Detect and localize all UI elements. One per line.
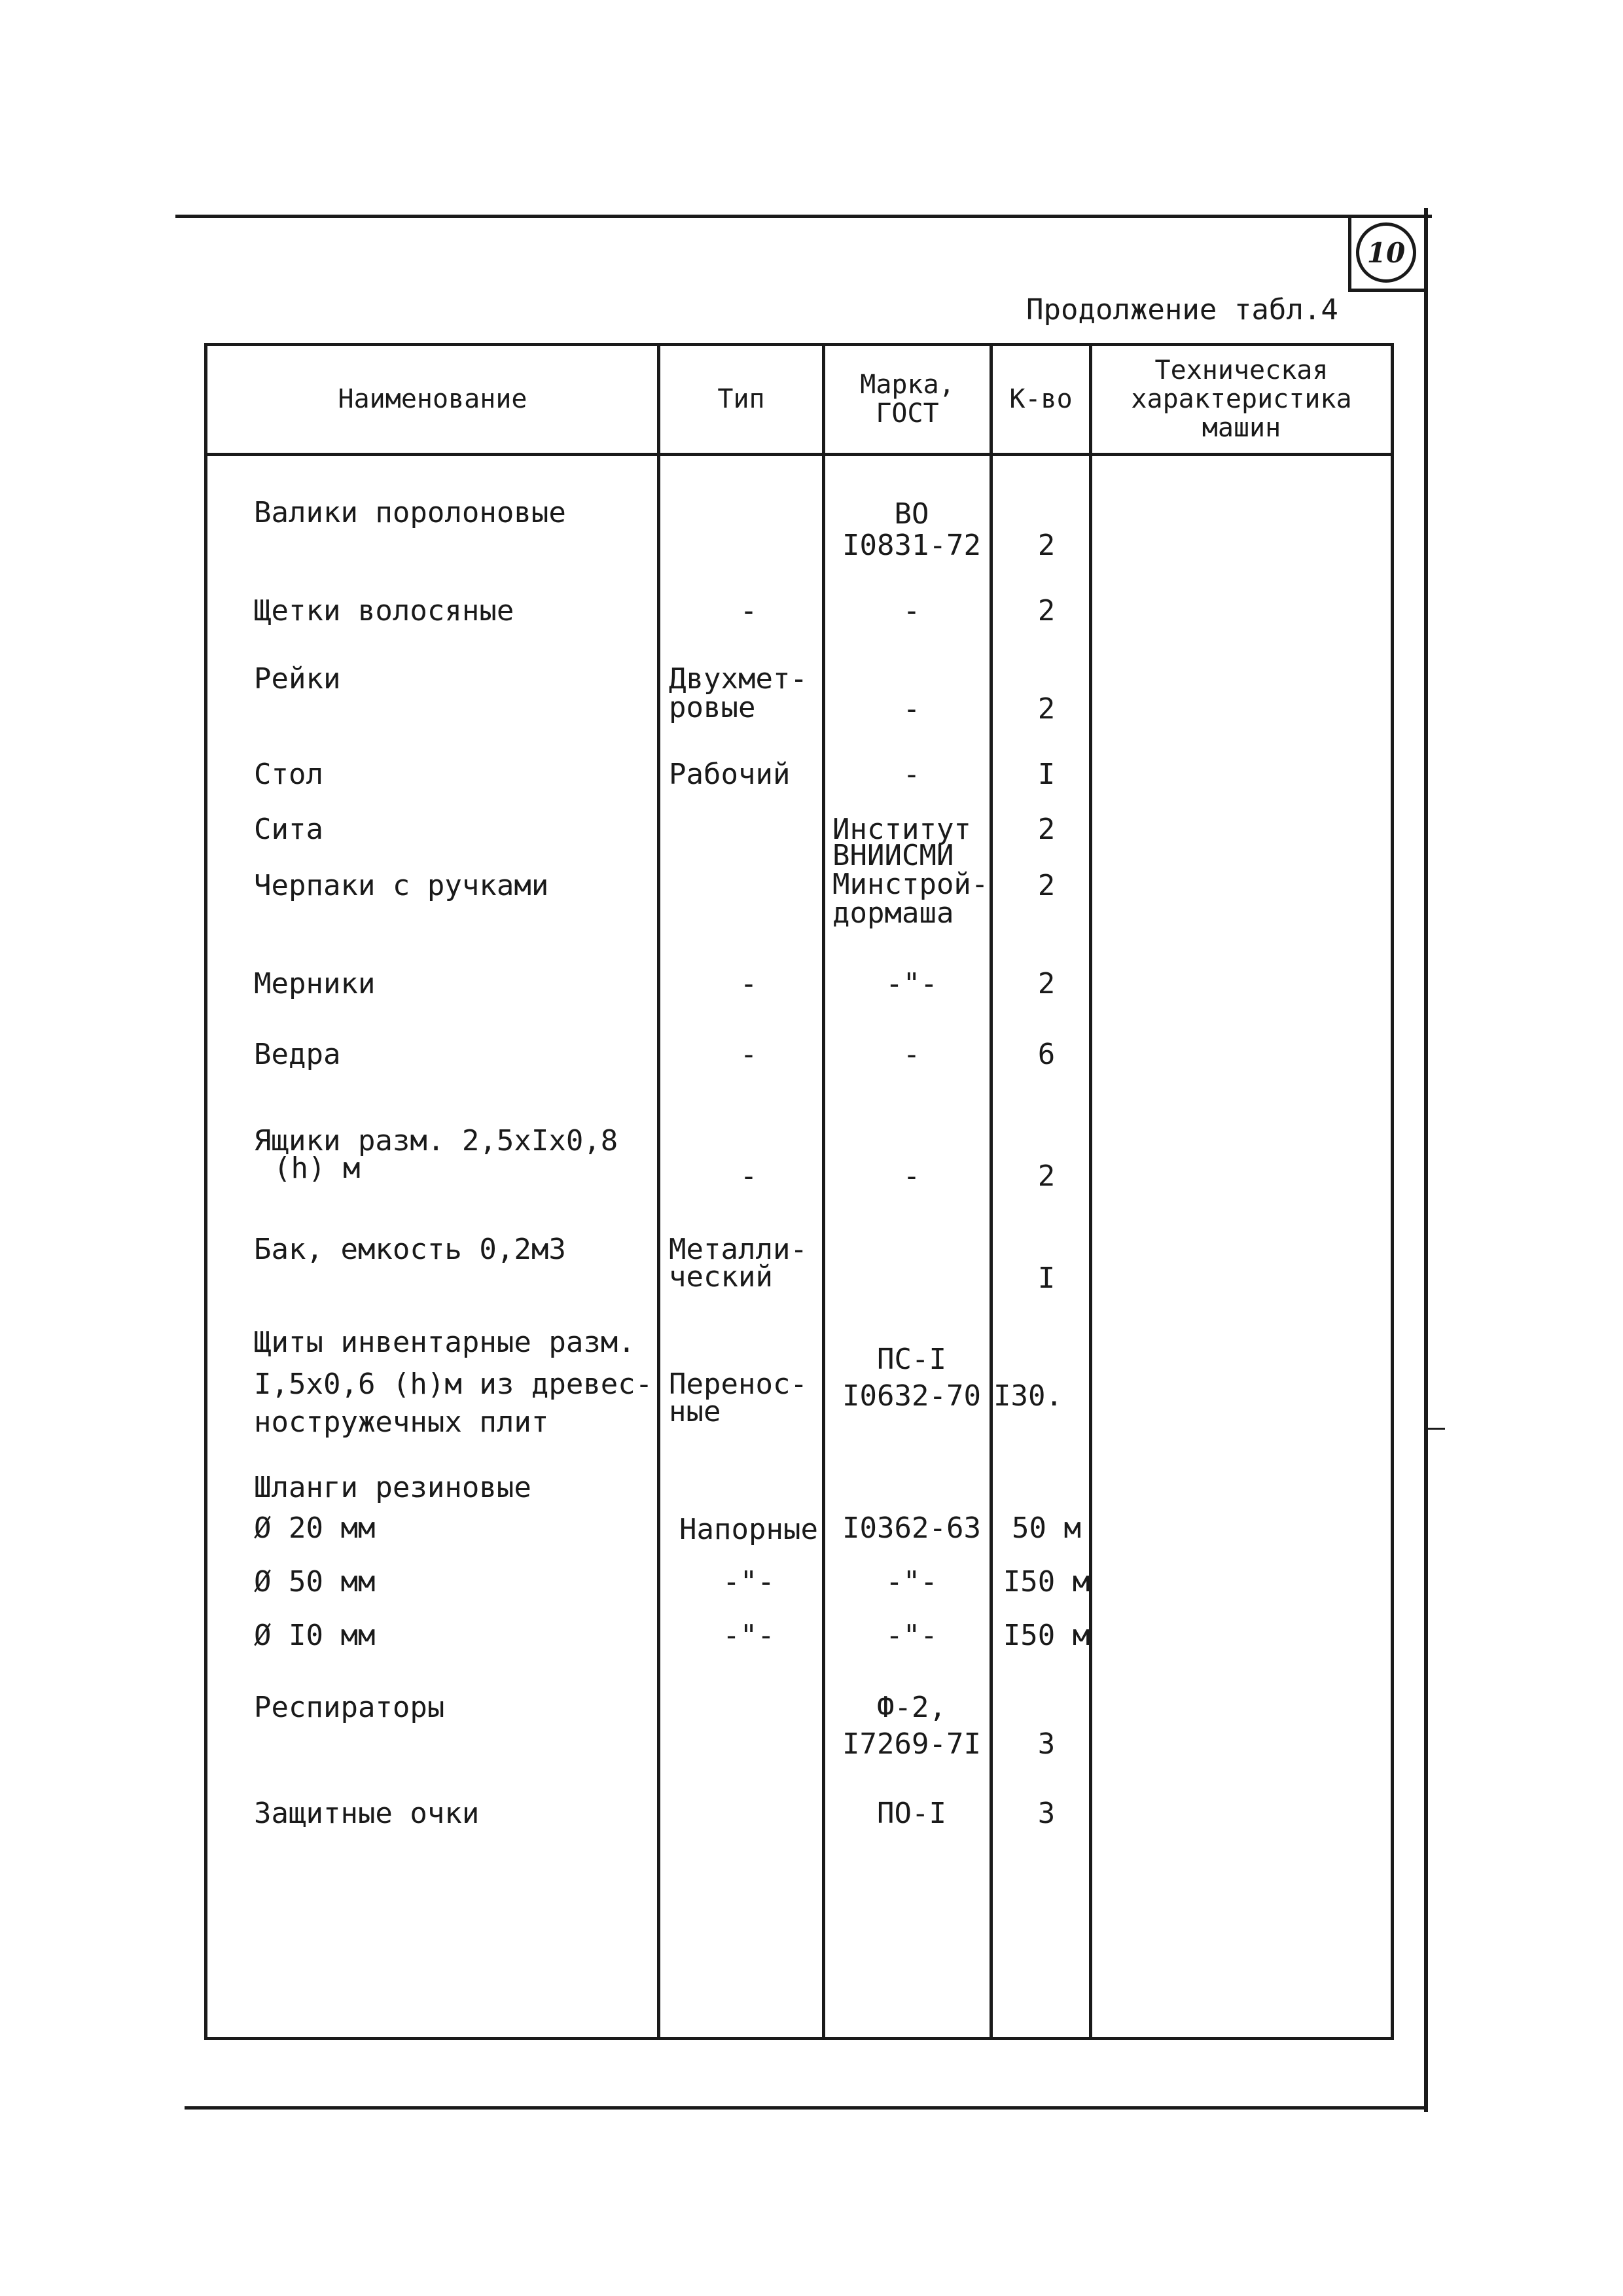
row-name: Ø 20 мм	[254, 1511, 376, 1545]
row-qty: 2	[1037, 594, 1056, 627]
row-name: (h) м	[274, 1152, 361, 1185]
row-name: Черпаки с ручками	[254, 869, 549, 902]
row-mark: ПО-I	[877, 1797, 946, 1830]
header-separator	[204, 453, 1394, 456]
row-name: Щиты инвентарные разм.	[254, 1326, 635, 1359]
row-qty: 3	[1037, 1727, 1056, 1761]
header-name-text: Наименование	[338, 384, 527, 414]
row-qty: I	[1037, 758, 1056, 791]
row-qty: 2	[1037, 529, 1056, 562]
row-name: Валики поролоновые	[254, 496, 566, 529]
row-mark: -	[902, 1038, 921, 1071]
row-mark: -	[902, 692, 921, 726]
header-name	[208, 347, 657, 451]
row-mark: ВО	[894, 497, 929, 531]
row-type: Металли-	[669, 1233, 808, 1266]
row-qty: 2	[1037, 692, 1056, 726]
row-type: Напорные	[679, 1513, 818, 1546]
right-frame-line	[1424, 208, 1428, 2112]
column-divider-type	[657, 343, 660, 2040]
row-mark: ПС-I	[877, 1343, 946, 1376]
row-mark: Институт	[832, 813, 971, 846]
row-type: Двухмет-	[669, 662, 808, 696]
row-type: ные	[669, 1395, 721, 1428]
row-qty: 2	[1037, 967, 1056, 1000]
row-type: -"-	[722, 1565, 775, 1598]
header-qty-text: К-во	[1009, 384, 1073, 414]
row-name: Рейки	[254, 662, 341, 696]
row-name: Защитные очки	[254, 1797, 480, 1830]
table-caption: Продолжение табл.4	[1026, 293, 1338, 327]
row-mark: -	[902, 594, 921, 627]
row-mark: дормаша	[832, 896, 954, 930]
header-qty	[993, 347, 1089, 451]
row-qty: I30.	[993, 1379, 1063, 1413]
row-name: Респираторы	[254, 1691, 445, 1724]
page-number: 10	[1356, 222, 1416, 283]
row-qty: 6	[1037, 1038, 1056, 1071]
row-name: Щетки волосяные	[254, 594, 514, 627]
row-name: Ø I0 мм	[254, 1619, 376, 1652]
row-type: ческий	[669, 1260, 773, 1294]
row-mark: -"-	[885, 967, 938, 1000]
row-mark: I0362-63	[842, 1511, 981, 1545]
row-name: Шланги резиновые	[254, 1471, 531, 1504]
row-name: Сита	[254, 813, 323, 846]
row-qty: 2	[1037, 813, 1056, 846]
margin-tick	[1428, 1428, 1445, 1430]
row-mark: ВНИИСМИ	[832, 839, 954, 872]
header-spec	[1092, 347, 1391, 451]
row-mark: -"-	[885, 1565, 938, 1598]
row-mark: -"-	[885, 1619, 938, 1652]
row-qty: 2	[1037, 869, 1056, 902]
header-spec-line2: характеристика	[1131, 384, 1352, 414]
row-name: Ø 50 мм	[254, 1565, 376, 1598]
row-name: Стол	[254, 758, 323, 791]
row-name: I,5х0,6 (h)м из древес-	[254, 1368, 653, 1401]
row-name: Мерники	[254, 967, 376, 1000]
row-type: -	[740, 594, 758, 627]
header-type-text: Тип	[717, 384, 765, 414]
row-mark: I0632-70	[842, 1379, 981, 1413]
header-mark	[825, 347, 990, 451]
row-qty: I50 м	[1003, 1565, 1090, 1598]
row-qty: 50 м	[1012, 1511, 1081, 1545]
row-name: ностружечных плит	[254, 1405, 549, 1439]
row-qty: I50 м	[1003, 1619, 1090, 1652]
row-mark: I0831-72	[842, 529, 981, 562]
header-type	[660, 347, 822, 451]
row-type: Перенос-	[669, 1368, 808, 1401]
row-mark: Ф-2,	[877, 1691, 946, 1724]
row-name: Ящики разм. 2,5хIх0,8	[254, 1124, 618, 1157]
row-type: -	[740, 1038, 758, 1071]
row-type: -	[740, 967, 758, 1000]
row-type: ровые	[669, 691, 756, 724]
header-mark-line2: ГОСТ	[876, 398, 939, 429]
row-type: Рабочий	[669, 758, 791, 791]
row-mark: Минстрой-	[832, 868, 989, 901]
row-qty: I	[1037, 1262, 1056, 1295]
row-qty: 2	[1037, 1159, 1056, 1193]
row-type: -	[740, 1159, 758, 1193]
header-mark-line1: Марка,	[860, 370, 955, 400]
row-mark: -	[902, 1159, 921, 1193]
row-type: -"-	[722, 1619, 775, 1652]
row-mark: -	[902, 758, 921, 791]
row-name: Ведра	[254, 1038, 341, 1071]
header-spec-line1: Техническая	[1154, 355, 1329, 385]
bottom-rule	[185, 2106, 1427, 2110]
header-spec-line3: машин	[1202, 413, 1281, 443]
row-name: Бак, емкость 0,2м3	[254, 1233, 566, 1266]
row-mark: I7269-7I	[842, 1727, 981, 1761]
row-qty: 3	[1037, 1797, 1056, 1830]
top-rule	[175, 215, 1432, 218]
